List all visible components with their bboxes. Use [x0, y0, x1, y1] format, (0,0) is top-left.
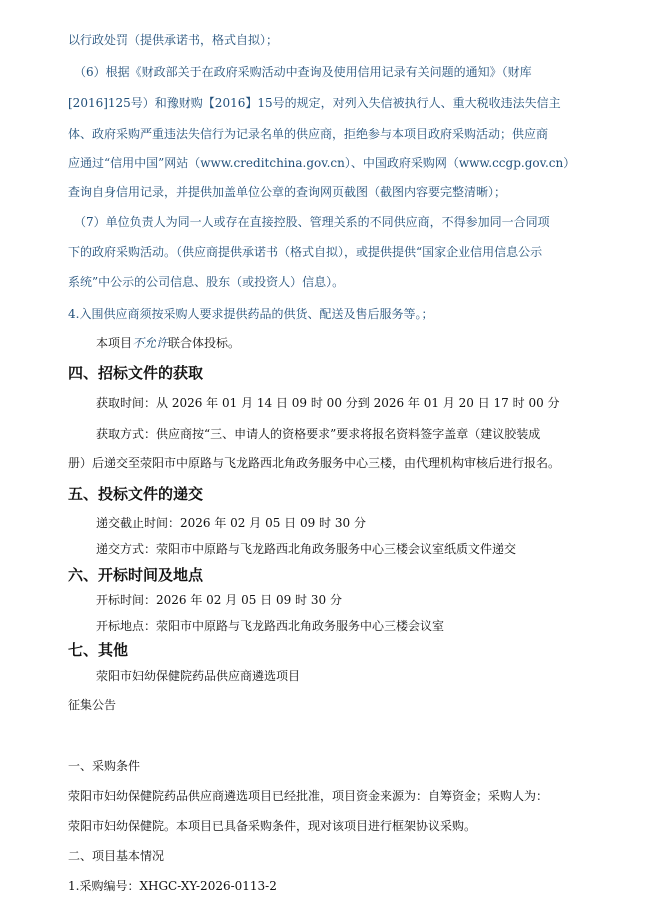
para-line: 以行政处罚（提供承诺书，格式自拟）； [68, 33, 279, 47]
subsection-heading-2: 二、项目基本情况 [68, 849, 165, 863]
para-line: 应通过“信用中国”网站（www.creditchina.gov.cn）、中国政府采购网（www.ccgp.gov.cn） [68, 156, 576, 170]
consortium-suffix: 联合体投标。 [168, 336, 241, 350]
para-line: 查询自身信用记录，并提供加盖单位公章的查询网页截图（截图内容要完整清晰）； [68, 185, 507, 199]
para-line: （7）单位负责人为同一人或存在直接控股、管理关系的不同供应商，不得参加同一合同项 [74, 215, 550, 229]
section-heading-6: 六、开标时间及地点 [68, 566, 204, 584]
para-line: 荥阳市妇幼保健院药品供应商遴选项目 [96, 669, 301, 683]
para-line: 系统”中公示的公司信息、股东（或投资人）信息）。 [68, 275, 345, 289]
consortium-prefix: 本项目 [96, 336, 133, 350]
section-heading-4: 四、招标文件的获取 [68, 364, 204, 382]
para-line: 递交方式：荥阳市中原路与飞龙路西北角政务服务中心三楼会议室纸质文件递交 [96, 542, 517, 556]
para-line: 获取方式：供应商按“三、申请人的资格要求”要求将报名资料签字盖章（建议胶装成 [96, 427, 541, 441]
section-heading-5: 五、投标文件的递交 [68, 485, 204, 503]
para-line: 开标时间：2026 年 02 月 05 日 09 时 30 分 [96, 593, 342, 607]
para-line: 荥阳市妇幼保健院。本项目已具备采购条件，现对该项目进行框架协议采购。 [68, 819, 477, 833]
para-line: 4.入围供应商须按采购人要求提供药品的供货、配送及售后服务等。； [68, 307, 434, 321]
notice-title: 征集公告 [68, 698, 117, 712]
para-line: 下的政府采购活动。（供应商提供承诺书（格式自拟），或提供提供“国家企业信用信息公示 [68, 245, 543, 259]
para-line: 荥阳市妇幼保健院药品供应商遴选项目已经批准，项目资金来源为：自筹资金；采购人为： [68, 789, 549, 803]
para-line: 体、政府采购严重违法失信行为记录名单的供应商，拒绝参与本项目政府采购活动；供应商 [68, 127, 549, 141]
not-allowed-text: 不允许 [132, 336, 169, 350]
consortium-line [96, 335, 240, 351]
procurement-number: 1.采购编号：XHGC-XY-2026-0113-2 [68, 879, 277, 893]
para-line: [2016]125号）和豫财购【2016】15号的规定，对列入失信被执行人、重大税收违法失信主 [68, 96, 561, 110]
para-line: （6）根据《财政部关于在政府采购活动中查询及使用信用记录有关问题的通知》（财库 [74, 65, 532, 79]
para-line: 递交截止时间：2026 年 02 月 05 日 09 时 30 分 [96, 516, 366, 530]
para-line: 册）后递交至荥阳市中原路与飞龙路西北角政务服务中心三楼，由代理机构审核后进行报名。 [68, 456, 561, 470]
subsection-heading-1: 一、采购条件 [68, 759, 141, 773]
para-line: 开标地点：荥阳市中原路与飞龙路西北角政务服务中心三楼会议室 [96, 619, 445, 633]
para-line: 获取时间：从 2026 年 01 月 14 日 09 时 00 分到 2026 年 01 月 20 日 17 时 00 分 [96, 396, 560, 410]
section-heading-7: 七、其他 [68, 641, 129, 659]
